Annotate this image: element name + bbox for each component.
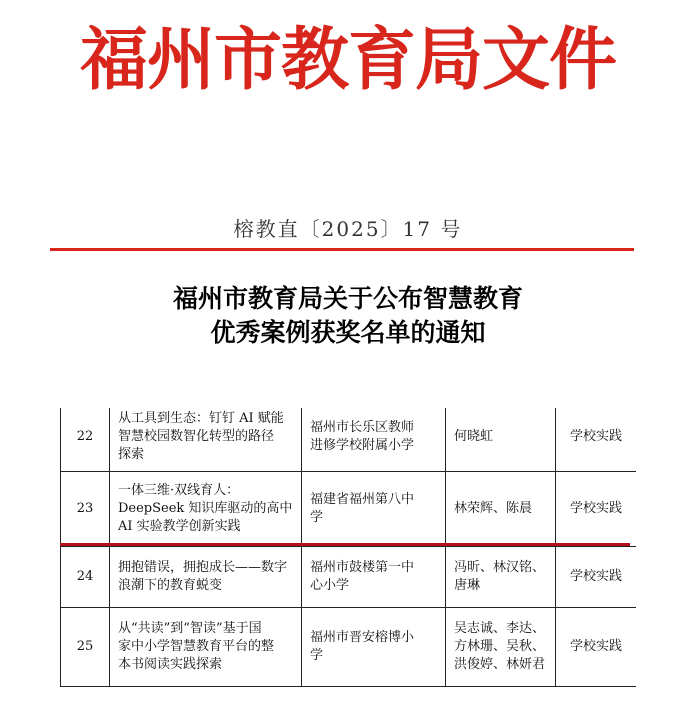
notice-title bbox=[0, 282, 696, 350]
case-type: 学校实践 bbox=[556, 472, 637, 547]
case-name-line: 从工具到生态：钉钉 AI 赋能 bbox=[118, 411, 284, 426]
case-name-line: AI 实验教学创新实践 bbox=[118, 519, 241, 534]
case-name-line: 浪潮下的教育蜕变 bbox=[118, 578, 223, 593]
case-name bbox=[110, 472, 302, 547]
award-list-table bbox=[60, 408, 636, 690]
authors-line: 林荣辉、陈晨 bbox=[454, 501, 533, 516]
authors-line: 吴志诚、李达、 bbox=[454, 621, 546, 636]
authors-line: 冯昕、林汉铭、 bbox=[454, 560, 546, 575]
unit-name-line: 学 bbox=[310, 510, 324, 525]
unit-name-line: 福建省福州第八中 bbox=[310, 492, 415, 507]
authors bbox=[446, 547, 556, 608]
case-name-line: 探索 bbox=[118, 447, 145, 462]
case-name-line: DeepSeek 知识库驱动的高中 bbox=[118, 501, 293, 516]
authors-line: 洪俊婷、林妍君 bbox=[454, 657, 546, 672]
case-name-line: 拥抱错误，拥抱成长——数字 bbox=[118, 560, 288, 575]
authors bbox=[446, 408, 556, 472]
case-type: 学校实践 bbox=[556, 608, 637, 687]
table-row bbox=[61, 408, 637, 472]
unit-name bbox=[302, 408, 446, 472]
authors bbox=[446, 472, 556, 547]
unit-name bbox=[302, 547, 446, 608]
authors bbox=[446, 608, 556, 687]
unit-name-line: 福州市晋安榕博小 bbox=[310, 630, 415, 645]
unit-name-line: 学 bbox=[310, 648, 324, 663]
unit-name-line: 进修学校附属小学 bbox=[310, 438, 415, 453]
case-name bbox=[110, 408, 302, 472]
unit-name-line: 心小学 bbox=[310, 578, 350, 593]
row-number: 22 bbox=[61, 408, 110, 472]
case-name-line: 家中小学智慧教育平台的整 bbox=[118, 639, 275, 654]
notice-title-line-2: 优秀案例获奖名单的通知 bbox=[210, 318, 486, 347]
row-number: 23 bbox=[61, 472, 110, 547]
unit-name bbox=[302, 472, 446, 547]
case-name bbox=[110, 547, 302, 608]
case-name-line: 从“共读”到“智读”基于国 bbox=[118, 621, 262, 636]
notice-title-line-1: 福州市教育局关于公布智慧教育 bbox=[172, 284, 523, 313]
unit-name bbox=[302, 608, 446, 687]
case-name bbox=[110, 608, 302, 687]
case-name-line: 本书阅读实践探索 bbox=[118, 657, 223, 672]
table-row bbox=[61, 608, 637, 687]
red-divider-line bbox=[50, 248, 634, 251]
case-name-line: 智慧校园数智化转型的路径 bbox=[118, 429, 275, 444]
authors-line: 唐琳 bbox=[454, 578, 481, 593]
document-number: 榕教直〔2025〕17 号 bbox=[233, 217, 463, 241]
row-number: 24 bbox=[61, 547, 110, 608]
case-type: 学校实践 bbox=[556, 408, 637, 472]
unit-name-line: 福州市长乐区教师 bbox=[310, 420, 415, 435]
case-name-line: 一体三维·双线育人： bbox=[118, 483, 240, 498]
highlight-underline bbox=[60, 543, 630, 546]
table-row bbox=[61, 547, 637, 608]
authors-line: 方林珊、吴秋、 bbox=[454, 639, 546, 654]
row-number: 25 bbox=[61, 608, 110, 687]
authors-line: 何晓虹 bbox=[454, 429, 494, 444]
masthead-title: 福州市教育局文件 bbox=[79, 20, 616, 100]
table-row bbox=[61, 472, 637, 547]
case-type: 学校实践 bbox=[556, 547, 637, 608]
unit-name-line: 福州市鼓楼第一中 bbox=[310, 560, 415, 575]
